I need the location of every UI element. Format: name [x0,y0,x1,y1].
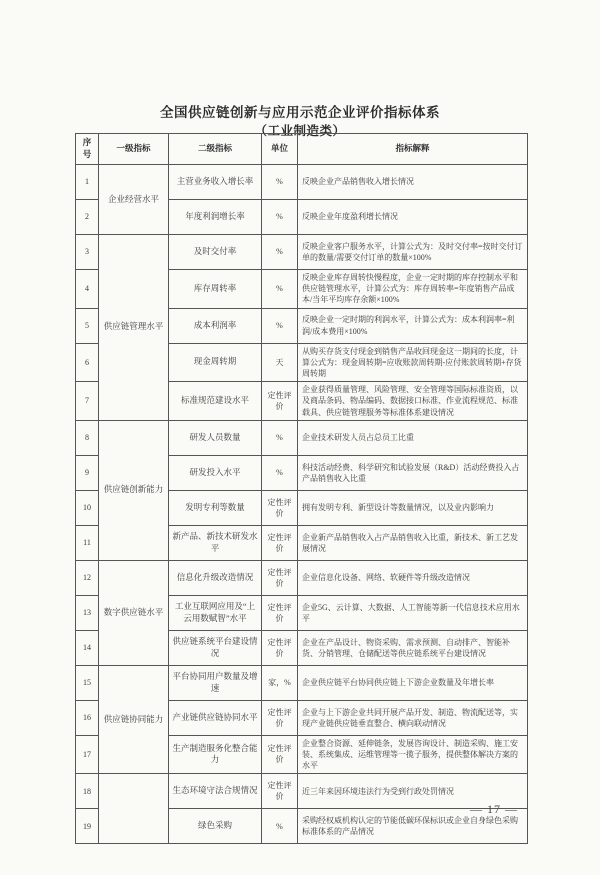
cell-serial: 2 [76,200,99,235]
cell-level1-indicator [99,774,169,844]
cell-level2-indicator: 绿色采购 [169,809,262,844]
cell-level2-indicator: 主营业务收入增长率 [169,165,262,200]
cell-level2-indicator: 库存周转率 [169,270,262,309]
table-row [76,560,528,595]
cell-unit: 定性评价 [262,735,298,774]
cell-unit: 定性评价 [262,525,298,560]
cell-level2-indicator: 工业互联网应用及“上云用数赋智”水平 [169,595,262,630]
table-row [76,420,528,455]
cell-unit: 天 [262,343,298,382]
cell-explanation: 反映企业一定时期的利润水平，计算公式为：成本利润率=利润/成本费用×100% [298,308,528,343]
cell-unit: 定性评价 [262,595,298,630]
cell-serial: 12 [76,560,99,595]
table-row [76,774,528,809]
cell-level2-indicator: 研发人员数量 [169,420,262,455]
cell-level1-indicator: 供应链协同能力 [99,665,169,774]
cell-serial: 14 [76,630,99,665]
cell-serial: 9 [76,455,99,490]
cell-level2-indicator: 产业链供应链协同水平 [169,700,262,735]
cell-unit: 定性评价 [262,630,298,665]
cell-explanation: 反映企业客户服务水平，计算公式为：及时交付率=按时交付订单的数量/需要交付订单的数量×100% [298,235,528,270]
table-row [76,165,528,200]
cell-explanation: 近三年来因环境违法行为受到行政处罚情况 [298,774,528,809]
cell-level2-indicator: 供应链系统平台建设情况 [169,630,262,665]
cell-serial: 15 [76,665,99,700]
cell-level2-indicator: 发明专利等数量 [169,490,262,525]
header-unit: 单位 [262,134,298,165]
table-body [76,165,528,844]
cell-level1-indicator: 企业经营水平 [99,165,169,235]
cell-unit: 定性评价 [262,382,298,421]
cell-serial: 8 [76,420,99,455]
cell-explanation: 企业整合资源、延伸链条，发展咨询设计、制造采购、施工安装、系统集成、运维管理等一揽子服务，提供整体解决方案的水平 [298,735,528,774]
header-serial: 序号 [76,134,99,165]
cell-unit: % [262,420,298,455]
cell-level2-indicator: 研发投入水平 [169,455,262,490]
cell-serial: 18 [76,774,99,809]
cell-level2-indicator: 生态环境守法合规情况 [169,774,262,809]
cell-level2-indicator: 及时交付率 [169,235,262,270]
cell-level2-indicator: 现金周转期 [169,343,262,382]
cell-serial: 5 [76,308,99,343]
cell-level2-indicator: 成本利润率 [169,308,262,343]
cell-level1-indicator: 供应链创新能力 [99,420,169,560]
cell-explanation: 企业获得质量管理、风险管理、安全管理等国际标准资质，以及商品条码、物品编码、数据接口标准、作业流程规范、标准载具、供应链管理服务等标准体系建设情况 [298,382,528,421]
cell-explanation: 企业与上下游企业共同开展产品开发、制造、物流配送等，实现产业链供应链垂直整合、横向联动情况 [298,700,528,735]
cell-unit: 定性评价 [262,490,298,525]
cell-serial: 17 [76,735,99,774]
cell-level2-indicator: 信息化升级改造情况 [169,560,262,595]
cell-explanation: 反映企业库存周转快慢程度，企业一定时期的库存控制水平和供应链管理水平，计算公式为：库存周转率=年度销售产品成本/当年平均库存余额×100% [298,270,528,309]
cell-level1-indicator: 供应链管理水平 [99,235,169,421]
cell-explanation: 企业在产品设计、物资采购、需求预测、自动排产、智能补货、分销管理、仓储配送等供应链系统平台建设情况 [298,630,528,665]
cell-serial: 19 [76,809,99,844]
table-header-row [76,134,528,165]
cell-level2-indicator: 新产品、新技术研发水平 [169,525,262,560]
page-number: — 17 — [470,802,518,816]
cell-level2-indicator: 生产制造服务化整合能力 [169,735,262,774]
cell-serial: 10 [76,490,99,525]
cell-level2-indicator: 平台协同用户数量及增速 [169,665,262,700]
cell-serial: 11 [76,525,99,560]
header-level1-indicator: 一级指标 [99,134,169,165]
cell-explanation: 企业技术研发人员占总员工比重 [298,420,528,455]
page-subtitle: （工业制造类） [254,124,346,138]
cell-explanation: 企业供应链平台协同供应链上下游企业数量及年增长率 [298,665,528,700]
cell-serial: 4 [76,270,99,309]
cell-unit: % [262,235,298,270]
cell-explanation: 采购经权威机构认定的节能低碳环保标识或企业自身绿色采购标准体系的产品情况 [298,809,528,844]
cell-serial: 3 [76,235,99,270]
header-level2-indicator: 二级指标 [169,134,262,165]
cell-explanation: 科技活动经费、科学研究和试验发展（R&D）活动经费投入占产品销售收入比重 [298,455,528,490]
cell-serial: 13 [76,595,99,630]
page-title: 全国供应链创新与应用示范企业评价指标体系 [160,105,440,120]
cell-unit: % [262,165,298,200]
cell-explanation: 从购买存货支付现金到销售产品收回现金这一期间的长度，计算公式为：现金周转期=应收账款周转期-应付账款周转期+存货周转期 [298,343,528,382]
cell-unit: % [262,270,298,309]
cell-unit: % [262,455,298,490]
cell-serial: 7 [76,382,99,421]
cell-level2-indicator: 年度利润增长率 [169,200,262,235]
cell-unit: 定性评价 [262,774,298,809]
cell-explanation: 企业信息化设备、网络、软硬件等升级改造情况 [298,560,528,595]
cell-explanation: 拥有发明专利、新型设计等数量情况，以及业内影响力 [298,490,528,525]
cell-unit: 家，% [262,665,298,700]
table-row [76,235,528,270]
cell-level2-indicator: 标准规范建设水平 [169,382,262,421]
cell-unit: 定性评价 [262,560,298,595]
header-explanation: 指标解释 [298,134,528,165]
cell-serial: 1 [76,165,99,200]
cell-explanation: 企业5G、云计算、大数据、人工智能等新一代信息技术应用水平 [298,595,528,630]
cell-unit: % [262,200,298,235]
cell-unit: % [262,308,298,343]
cell-explanation: 反映企业产品销售收入增长情况 [298,165,528,200]
indicator-table [75,133,528,844]
table-row [76,665,528,700]
cell-unit: % [262,809,298,844]
cell-explanation: 企业新产品销售收入占产品销售收入比重，新技术、新工艺发展情况 [298,525,528,560]
cell-explanation: 反映企业年度盈利增长情况 [298,200,528,235]
cell-unit: 定性评价 [262,700,298,735]
cell-level1-indicator: 数字供应链水平 [99,560,169,665]
cell-serial: 6 [76,343,99,382]
cell-serial: 16 [76,700,99,735]
